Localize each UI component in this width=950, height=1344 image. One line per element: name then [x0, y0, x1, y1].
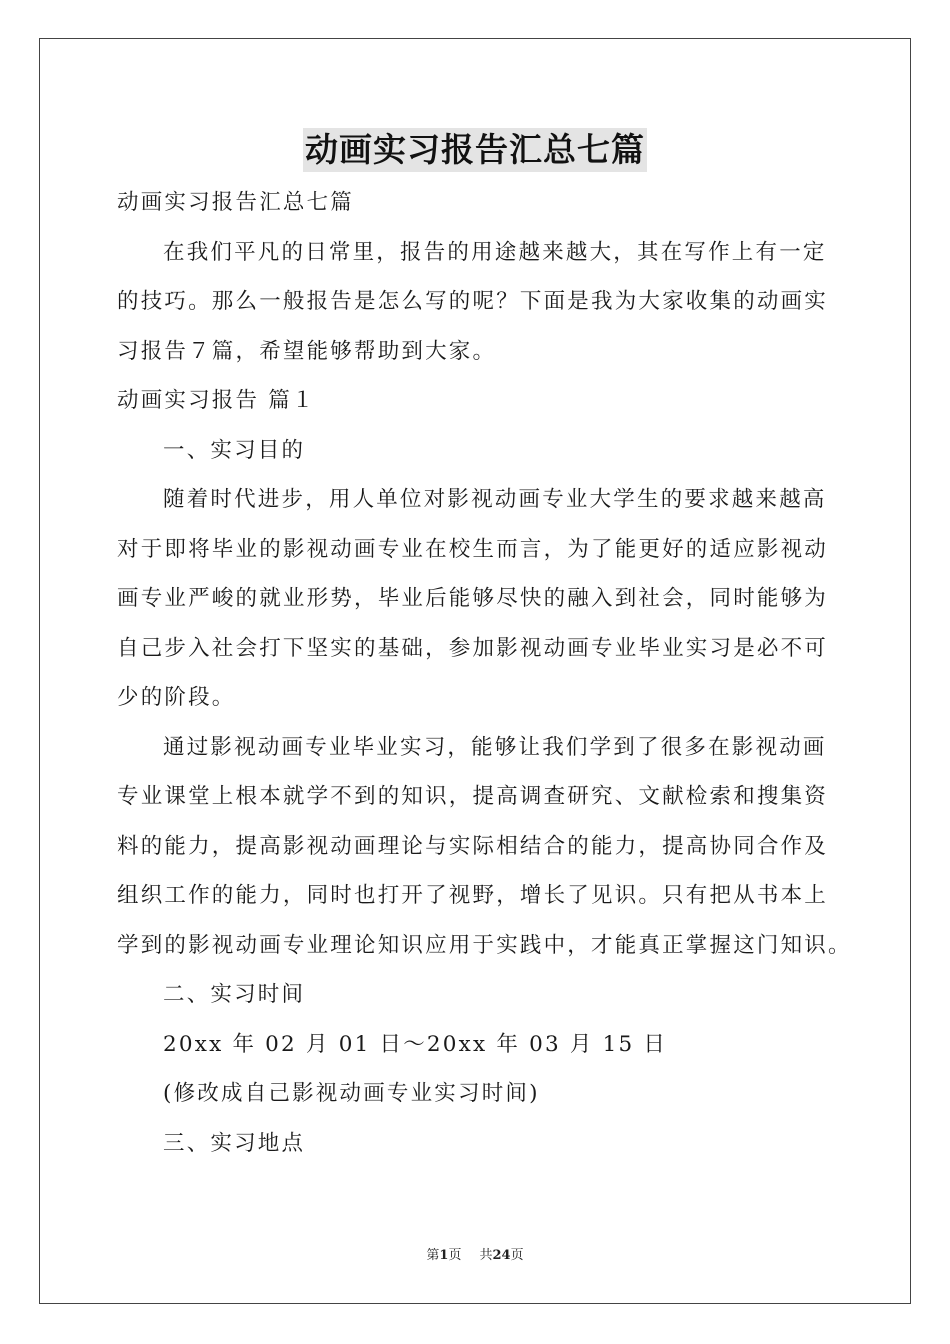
total-suffix: 页 [510, 1248, 524, 1263]
paragraph-line: 少的阶段。 [117, 685, 236, 710]
paragraph-line: 画专业严峻的就业形势，毕业后能够尽快的融入到社会，同时能够为 [117, 586, 829, 611]
paragraph-line: 随着时代进步，用人单位对影视动画专业大学生的要求越来越高 [163, 487, 827, 512]
document-title: 动画实习报告汇总七篇 [303, 128, 647, 172]
title-container [0, 128, 950, 172]
paragraph-line: 习报告７篇，希望能够帮助到大家。 [117, 338, 497, 364]
page-suffix: 页 [448, 1248, 462, 1263]
paragraph-line: 料的能力，提高影视动画理论与实际相结合的能力，提高协同合作及 [117, 833, 829, 859]
paragraph-line: 的技巧。那么一般报告是怎么写的呢？下面是我为大家收集的动画实 [117, 289, 829, 314]
page-number: 1 [439, 1248, 449, 1263]
paragraph-line: 对于即将毕业的影视动画专业在校生而言，为了能更好的适应影视动 [117, 536, 829, 562]
total-prefix: 共 [479, 1248, 493, 1263]
section-heading: 动画实习报告 篇１ [117, 388, 316, 413]
paragraph-line: 组织工作的能力，同时也打开了视野，增长了见识。只有把从书本上 [117, 883, 829, 908]
doc-subtitle: 动画实习报告汇总七篇 [117, 190, 355, 215]
paragraph-line: 在我们平凡的日常里，报告的用途越来越大，其在写作上有一定 [163, 239, 827, 265]
paragraph-line: (修改成自己影视动画专业实习时间) [163, 1081, 540, 1106]
subsection-heading: 一、实习目的 [163, 437, 306, 463]
subsection-heading: 三、实习地点 [163, 1130, 306, 1156]
paragraph-line: 自己步入社会打下坚实的基础，参加影视动画专业毕业实习是必不可 [117, 635, 829, 661]
paragraph-line: 专业课堂上根本就学不到的知识，提高调查研究、文献检索和搜集资 [117, 784, 829, 809]
page-footer [0, 1246, 950, 1266]
document-body [117, 178, 857, 1168]
subsection-heading: 二、实习时间 [163, 982, 306, 1007]
date-range: 20xx 年 02 月 01 日～20xx 年 03 月 15 日 [163, 1031, 668, 1057]
paragraph-line: 通过影视动画专业毕业实习，能够让我们学到了很多在影视动画 [163, 734, 827, 760]
page-prefix: 第 [426, 1248, 440, 1263]
total-pages: 24 [492, 1248, 511, 1263]
paragraph-line: 学到的影视动画专业理论知识应用于实践中，才能真正掌握这门知识。 [117, 932, 852, 958]
